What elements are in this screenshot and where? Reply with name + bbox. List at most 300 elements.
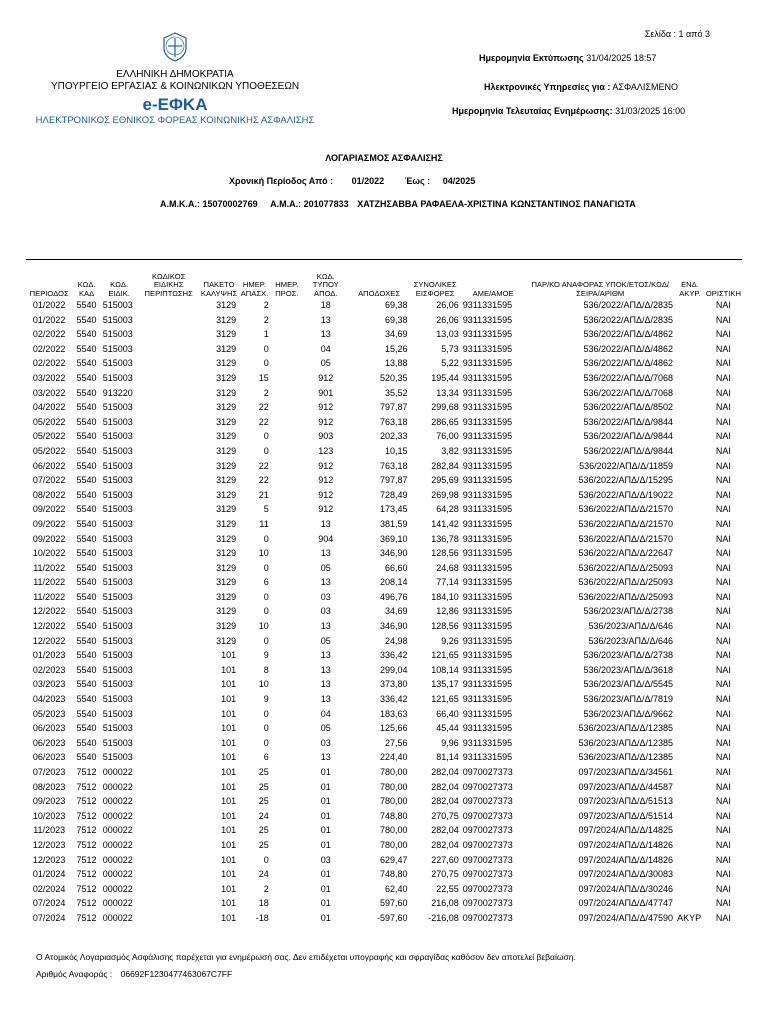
cell-period: 11/2022 (33, 562, 66, 573)
table-row (26, 532, 742, 547)
cell-contributions: 270,75 (431, 869, 459, 880)
cell-ame: 9311331595 (462, 533, 513, 544)
cell-reference: 536/2022/ΑΠΔ/Δ/19022 (578, 489, 674, 500)
cell-period: 03/2023 (32, 679, 66, 690)
cell-work-days: 0 (263, 635, 269, 646)
cell-reference: 097/2023/ΑΠΔ/Δ/51514 (578, 810, 674, 821)
cell-reference: 536/2022/ΑΠΔ/Δ/9844 (583, 431, 674, 442)
cell-package: 3129 (216, 372, 237, 383)
cell-special-case (137, 677, 199, 692)
cell-earnings: 24,98 (385, 635, 408, 646)
cell-ame: 9311331595 (462, 606, 513, 617)
cell-package: 3129 (216, 606, 237, 617)
cell-contributions: 282,04 (431, 781, 459, 792)
cell-eidik: 515003 (102, 343, 133, 354)
cell-earnings: 173,45 (380, 504, 408, 515)
cell-special-case (137, 692, 199, 707)
cell-pros-days (271, 561, 303, 576)
cell-final: ΝΑΙ (715, 737, 731, 748)
cell-cancel (675, 663, 705, 678)
cell-earnings: 629,47 (380, 854, 408, 865)
cell-pay-type: 01 (320, 898, 331, 909)
cell-contributions: 76,00 (436, 431, 459, 442)
cell-reference: 097/2024/ΑΠΔ/Δ/47747 (578, 898, 674, 909)
cell-pay-type: 13 (320, 548, 331, 559)
cell-kad: 5540 (76, 533, 97, 544)
cell-eidik: 515003 (102, 300, 133, 310)
cell-pros-days (271, 546, 303, 561)
cell-work-days: 9 (263, 694, 269, 705)
cell-cancel (675, 809, 705, 824)
cell-pay-type: 912 (318, 460, 334, 471)
cell-final: ΝΑΙ (715, 372, 731, 383)
cell-final: ΝΑΙ (715, 635, 731, 646)
cell-special-case (137, 765, 199, 780)
cell-cancel (675, 736, 705, 751)
cell-period: 05/2022 (32, 445, 66, 456)
cell-ame: 9311331595 (462, 635, 513, 646)
cell-period: 01/2023 (32, 650, 66, 661)
cell-earnings: 34,69 (385, 329, 408, 340)
cell-contributions: 282,04 (431, 825, 459, 836)
cell-reference: 536/2022/ΑΠΔ/Δ/2835 (583, 300, 674, 310)
cell-final: ΝΑΙ (715, 329, 731, 340)
cell-final: ΝΑΙ (715, 577, 731, 588)
cell-package: 101 (221, 898, 237, 909)
cell-kad: 5540 (76, 621, 97, 632)
greek-emblem-icon (161, 32, 189, 62)
cell-work-days: 22 (258, 402, 269, 413)
cell-package: 3129 (216, 504, 237, 515)
cell-cancel (675, 532, 705, 547)
cell-special-case (137, 575, 199, 590)
cell-work-days: 8 (263, 664, 269, 675)
cell-package: 3129 (216, 460, 237, 471)
insurance-table (26, 268, 742, 926)
cell-earnings: 66,60 (385, 562, 408, 573)
cell-eidik: 515003 (102, 445, 133, 456)
cell-final: ΝΑΙ (715, 358, 731, 369)
cell-special-case (137, 561, 199, 576)
cell-cancel (675, 517, 705, 532)
cell-package: 3129 (216, 635, 237, 646)
col-eidik: ΚΩΔ. ΕΙΔΙΚ. (108, 280, 130, 298)
cell-period: 03/2022 (32, 387, 66, 398)
cell-work-days: 22 (258, 460, 269, 471)
cell-kad: 5540 (76, 752, 97, 763)
cell-cancel (675, 765, 705, 780)
cell-special-case (137, 590, 199, 605)
cell-kad: 7512 (76, 825, 97, 836)
cell-earnings: 69,38 (385, 314, 408, 325)
cell-special-case (137, 721, 199, 736)
cell-pay-type: 03 (320, 606, 331, 617)
cell-period: 11/2022 (33, 591, 66, 602)
cell-cancel (675, 692, 705, 707)
cell-earnings: 15,26 (385, 343, 408, 354)
cell-reference: 536/2023/ΑΠΔ/Δ/2738 (583, 606, 674, 617)
cell-kad: 7512 (76, 767, 97, 777)
table-row (26, 400, 742, 415)
cell-special-case (137, 823, 199, 838)
cell-ame: 9311331595 (462, 372, 513, 383)
cell-final: ΝΑΙ (715, 489, 731, 500)
cell-kad: 5540 (76, 504, 97, 515)
cell-eidik: 000022 (102, 825, 133, 836)
cell-work-days: 0 (263, 431, 269, 442)
cell-final: ΝΑΙ (715, 621, 731, 632)
cell-period: 08/2023 (32, 781, 66, 792)
cell-period: 04/2022 (32, 402, 66, 413)
cell-earnings: 13,88 (385, 358, 408, 369)
cell-work-days: 24 (258, 810, 269, 821)
cell-cancel (675, 882, 705, 897)
cell-period: 12/2022 (32, 621, 66, 632)
cell-period: 09/2022 (32, 533, 66, 544)
cell-eidik: 000022 (102, 883, 133, 894)
cell-earnings: 336,42 (380, 694, 408, 705)
cell-special-case (137, 896, 199, 911)
cell-earnings: 346,90 (380, 548, 408, 559)
cell-cancel (675, 707, 705, 722)
cell-eidik: 515003 (102, 708, 133, 719)
table-body (26, 298, 742, 926)
cell-kad: 5540 (76, 548, 97, 559)
cell-eidik: 000022 (102, 796, 133, 807)
cell-package: 3129 (216, 548, 237, 559)
cell-pay-type: 13 (320, 664, 331, 675)
cell-special-case (137, 400, 199, 415)
cell-reference: 536/2022/ΑΠΔ/Δ/21570 (578, 504, 674, 515)
cell-special-case (137, 488, 199, 503)
cell-pros-days (271, 692, 303, 707)
footer-note: Ο Ατομικός Λογαριασμός Ασφάλισης παρέχεται για ενημέρωσή σας. Δεν επιδέχεται υπογραφής και σφραγίδας καθόσον δεν αποτελεί βεβαίωση. (36, 952, 576, 962)
cell-final: ΝΑΙ (715, 314, 731, 325)
cell-cancel (675, 634, 705, 649)
cell-work-days: 0 (263, 533, 269, 544)
cell-package: 3129 (216, 621, 237, 632)
cell-work-days: 24 (258, 869, 269, 880)
cell-final: ΝΑΙ (715, 533, 731, 544)
cell-cancel (675, 780, 705, 795)
cell-pros-days (271, 750, 303, 765)
cell-special-case (137, 327, 199, 342)
cell-kad: 5540 (76, 489, 97, 500)
cell-pros-days (271, 473, 303, 488)
cell-special-case (137, 517, 199, 532)
cell-pros-days (271, 488, 303, 503)
cell-earnings: -597,60 (377, 912, 408, 923)
cell-pros-days (271, 707, 303, 722)
cell-cancel (675, 313, 705, 328)
cell-earnings: 183,63 (380, 708, 408, 719)
cell-eidik: 000022 (102, 839, 133, 850)
cell-package: 101 (221, 708, 237, 719)
cell-pay-type: 18 (320, 300, 331, 310)
cell-work-days: 10 (258, 548, 269, 559)
cell-work-days: 0 (263, 591, 269, 602)
cell-pros-days (271, 342, 303, 357)
cell-period: 09/2022 (32, 504, 66, 515)
table-row (26, 765, 742, 780)
cell-cancel (675, 590, 705, 605)
cell-pay-type: 13 (320, 621, 331, 632)
cell-eidik: 515003 (102, 562, 133, 573)
cell-kad: 5540 (76, 329, 97, 340)
cell-kad: 7512 (76, 883, 97, 894)
cell-ame: 9311331595 (462, 650, 513, 661)
cell-pay-type: 912 (318, 402, 334, 413)
cell-period: 05/2022 (32, 431, 66, 442)
cell-kad: 7512 (76, 796, 97, 807)
cell-period: 02/2023 (32, 664, 66, 675)
cell-package: 101 (221, 883, 237, 894)
table-row (26, 619, 742, 634)
cell-ame: 9311331595 (462, 431, 513, 442)
cell-cancel (675, 896, 705, 911)
cell-pay-type: 01 (320, 825, 331, 836)
cell-reference: 536/2023/ΑΠΔ/Δ/12385 (578, 752, 674, 763)
cell-earnings: 797,87 (380, 475, 408, 486)
cell-work-days: 15 (258, 372, 269, 383)
cell-reference: 536/2023/ΑΠΔ/Δ/12385 (578, 723, 674, 734)
table-row (26, 575, 742, 590)
cell-final: ΝΑΙ (715, 445, 731, 456)
cell-final: ΝΑΙ (715, 694, 731, 705)
cell-pay-type: 13 (320, 577, 331, 588)
cell-pros-days (271, 838, 303, 853)
cell-period: 02/2022 (32, 329, 66, 340)
cell-eidik: 000022 (102, 898, 133, 909)
cell-work-days: 25 (258, 839, 269, 850)
cell-pros-days (271, 313, 303, 328)
cell-ame: 9311331595 (462, 387, 513, 398)
cell-pros-days (271, 867, 303, 882)
cell-reference: 097/2024/ΑΠΔ/Δ/14826 (578, 854, 674, 865)
col-ame: ΑΜΕ/ΑΜΟΕ (472, 288, 514, 298)
cell-ame: 9311331595 (462, 504, 513, 515)
cell-ame: 9311331595 (462, 621, 513, 632)
cell-period: 07/2023 (32, 767, 66, 777)
cell-period: 09/2023 (32, 796, 66, 807)
cell-package: 3129 (216, 329, 237, 340)
cell-period: 04/2023 (32, 694, 66, 705)
cell-final: ΝΑΙ (715, 650, 731, 661)
cell-special-case (137, 882, 199, 897)
cell-pay-type: 01 (320, 810, 331, 821)
cell-ame: 0970027373 (462, 912, 513, 923)
cell-earnings: 780,00 (380, 767, 408, 777)
cell-earnings: 208,14 (380, 577, 408, 588)
cell-reference: 536/2022/ΑΠΔ/Δ/15295 (578, 475, 674, 486)
cell-ame: 9311331595 (462, 577, 513, 588)
cell-earnings: 224,40 (380, 752, 408, 763)
cell-ame: 9311331595 (462, 548, 513, 559)
cell-contributions: 108,14 (431, 664, 459, 675)
cell-cancel (675, 575, 705, 590)
cell-cancel (675, 429, 705, 444)
efka-logo: e-ΕΦΚΑ (142, 95, 208, 114)
cell-final: ΝΑΙ (715, 664, 731, 675)
cell-ame: 9311331595 (462, 300, 513, 310)
cell-package: 3129 (216, 300, 237, 310)
table-row (26, 838, 742, 853)
col-kad: ΚΩΔ. ΚΑΔ (77, 280, 96, 298)
cell-final: ΝΑΙ (715, 825, 731, 836)
cell-pay-type: 912 (318, 504, 334, 515)
cell-eidik: 515003 (102, 402, 133, 413)
cell-cancel (675, 619, 705, 634)
cell-earnings: 748,80 (380, 810, 408, 821)
cell-reference: 097/2024/ΑΠΔ/Δ/47590 (578, 912, 674, 923)
cell-cancel (675, 838, 705, 853)
cell-contributions: 227,60 (431, 854, 459, 865)
cell-ame: 9311331595 (462, 679, 513, 690)
table-row (26, 371, 742, 386)
cell-special-case (137, 838, 199, 853)
cell-earnings: 62,40 (385, 883, 408, 894)
cell-period: 10/2022 (32, 548, 66, 559)
cell-work-days: 0 (263, 708, 269, 719)
cell-special-case (137, 415, 199, 430)
cell-kad: 5540 (76, 737, 97, 748)
table-row (26, 750, 742, 765)
table-row (26, 867, 742, 882)
table-row (26, 648, 742, 663)
cell-reference: 536/2022/ΑΠΔ/Δ/22647 (578, 548, 674, 559)
cell-kad: 5540 (76, 518, 97, 529)
cell-kad: 7512 (76, 912, 97, 923)
cell-ame: 9311331595 (462, 737, 513, 748)
cell-kad: 5540 (76, 606, 97, 617)
document-title: ΛΟΓΑΡΙΑΣΜΟΣ ΑΣΦΑΛΙΣΗΣ (325, 153, 443, 163)
cell-period: 11/2023 (33, 825, 66, 836)
cell-special-case (137, 780, 199, 795)
col-cancel: ΕΝΔ. ΑΚΥΡ. (679, 280, 701, 298)
cell-cancel (675, 677, 705, 692)
cell-kad: 5540 (76, 314, 97, 325)
cell-final: ΝΑΙ (715, 752, 731, 763)
cell-cancel (675, 721, 705, 736)
cell-eidik: 000022 (102, 810, 133, 821)
cell-reference: 536/2022/ΑΠΔ/Δ/4862 (583, 329, 674, 340)
cell-ame: 0970027373 (462, 898, 513, 909)
cell-ame: 9311331595 (462, 445, 513, 456)
cell-pay-type: 912 (318, 475, 334, 486)
cell-special-case (137, 313, 199, 328)
table-row (26, 327, 742, 342)
cell-ame: 9311331595 (462, 723, 513, 734)
cell-ame: 0970027373 (462, 767, 513, 777)
cell-cancel (675, 298, 705, 313)
cell-period: 01/2022 (32, 314, 66, 325)
table-row (26, 736, 742, 751)
cell-period: 10/2023 (32, 810, 66, 821)
cell-ame: 0970027373 (462, 810, 513, 821)
cell-reference: 097/2023/ΑΠΔ/Δ/51513 (578, 796, 674, 807)
cell-contributions: 216,08 (431, 898, 459, 909)
cell-reference: 536/2022/ΑΠΔ/Δ/25093 (578, 562, 674, 573)
cell-work-days: 0 (263, 723, 269, 734)
cell-kad: 7512 (76, 781, 97, 792)
table-row (26, 663, 742, 678)
cell-package: 3129 (216, 591, 237, 602)
cell-earnings: 336,42 (380, 650, 408, 661)
cell-kad: 5540 (76, 635, 97, 646)
insured-info: Α.Μ.Κ.Α.: 15070002769 Α.Μ.Α.: 201077833 ΧΑΤΖΗΣΑΒΒΑ ΡΑΦΑΕΛΑ-ΧΡΙΣΤΙΝΑ ΚΩΝΣΤΑΝΤΙΝΟΣ ΠΑΝΑΓΙΩΤΑ (160, 199, 636, 209)
cell-special-case (137, 473, 199, 488)
cell-pros-days (271, 853, 303, 868)
cell-pay-type: 13 (320, 518, 331, 529)
cell-eidik: 515003 (102, 621, 133, 632)
cell-ame: 0970027373 (462, 781, 513, 792)
reference-number: Αριθμός Αναφοράς : 06692F1230477463067C7FF (36, 969, 233, 979)
cell-kad: 5540 (76, 387, 97, 398)
cell-reference: 536/2022/ΑΠΔ/Δ/9844 (583, 416, 674, 427)
cell-reference: 536/2022/ΑΠΔ/Δ/8502 (583, 402, 674, 413)
cell-earnings: 34,69 (385, 606, 408, 617)
cell-ame: 0970027373 (462, 825, 513, 836)
cell-contributions: 121,65 (431, 650, 459, 661)
cell-pros-days (271, 677, 303, 692)
cell-special-case (137, 750, 199, 765)
cell-final: ΝΑΙ (715, 460, 731, 471)
cell-kad: 5540 (76, 372, 97, 383)
cell-work-days: 6 (263, 752, 269, 763)
cell-special-case (137, 867, 199, 882)
table-row (26, 444, 742, 459)
cell-pros-days (271, 517, 303, 532)
cell-earnings: 27,56 (385, 737, 408, 748)
cell-final: ΝΑΙ (715, 810, 731, 821)
cell-ame: 9311331595 (462, 314, 513, 325)
cell-period: 08/2022 (32, 489, 66, 500)
cell-kad: 5540 (76, 460, 97, 471)
cell-final: ΝΑΙ (715, 679, 731, 690)
cell-pros-days (271, 780, 303, 795)
cell-reference: 097/2024/ΑΠΔ/Δ/14825 (578, 825, 674, 836)
cell-final: ΝΑΙ (715, 854, 731, 865)
cell-pros-days (271, 765, 303, 780)
cell-pros-days (271, 502, 303, 517)
cell-earnings: 202,33 (380, 431, 408, 442)
cell-cancel (675, 561, 705, 576)
cell-kad: 7512 (76, 810, 97, 821)
cell-ame: 9311331595 (462, 416, 513, 427)
table-row (26, 356, 742, 371)
cell-earnings: 780,00 (380, 781, 408, 792)
cell-reference: 536/2023/ΑΠΔ/Δ/9662 (583, 708, 674, 719)
cell-cancel (675, 400, 705, 415)
cell-pay-type: 912 (318, 416, 334, 427)
cell-eidik: 000022 (102, 869, 133, 880)
cell-special-case (137, 429, 199, 444)
table-row (26, 313, 742, 328)
cell-ame: 9311331595 (462, 708, 513, 719)
cell-pay-type: 901 (318, 387, 334, 398)
cell-work-days: 0 (263, 358, 269, 369)
cell-work-days: 22 (258, 475, 269, 486)
cell-work-days: 6 (263, 577, 269, 588)
cell-pros-days (271, 896, 303, 911)
cell-period: 01/2022 (32, 300, 66, 310)
cell-special-case (137, 663, 199, 678)
cell-earnings: 763,18 (380, 416, 408, 427)
cell-work-days: 25 (258, 825, 269, 836)
cell-cancel (675, 853, 705, 868)
cell-work-days: 2 (263, 387, 269, 398)
cell-pay-type: 13 (320, 329, 331, 340)
